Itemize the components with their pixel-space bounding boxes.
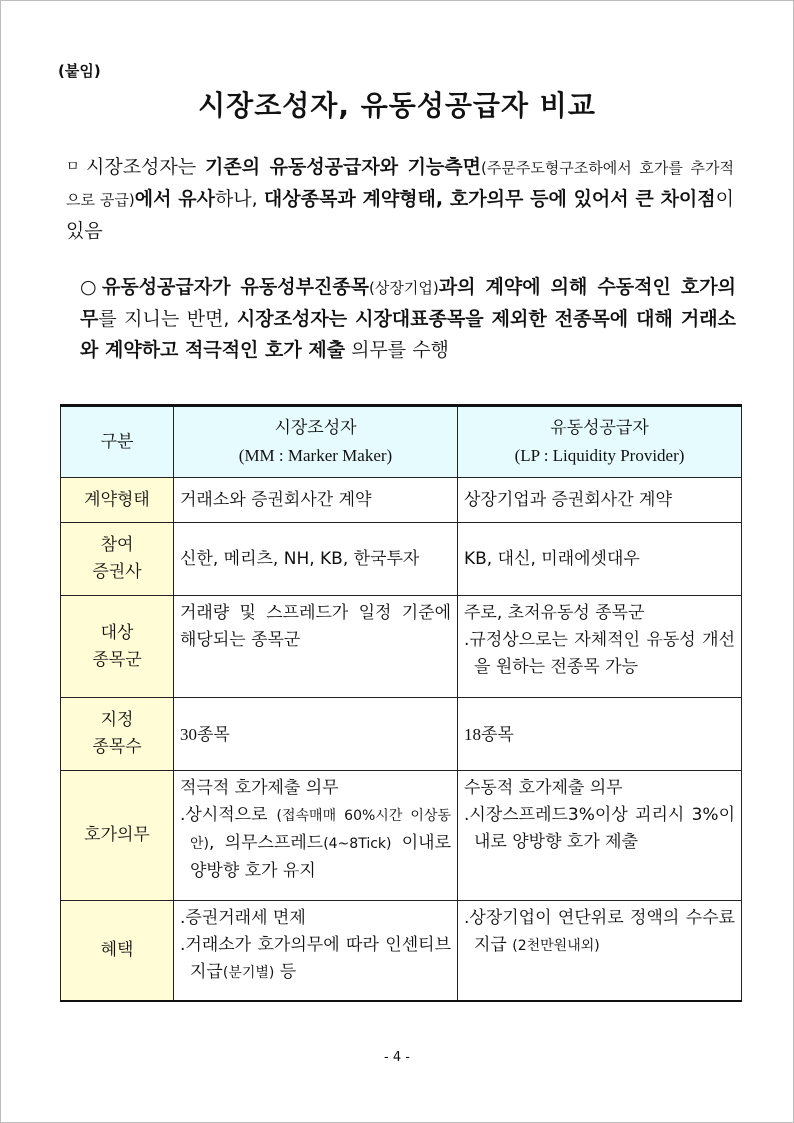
- lp-line-1: [464, 905, 735, 960]
- detail-paragraph: [80, 272, 736, 366]
- row-label: [61, 698, 174, 771]
- row-label: [61, 596, 174, 698]
- row-label-line1: 지정: [100, 710, 134, 730]
- row-label-line2: 종목수: [92, 737, 142, 757]
- lp-line-2: .시장스프레드3%이상 괴리시 3%이내로 양방향 호가 제출: [464, 805, 735, 852]
- lp-text-a: .상장기업이 연단위로 정액의 수수료 지급: [464, 908, 735, 955]
- p2-text-4: 를 지니는 반면,: [98, 308, 237, 330]
- lp-line-2: .규정상으로는 자체적인 유동성 개선을 원하는 전종목 가능: [464, 630, 735, 677]
- header-mm-title: 시장조성자: [274, 418, 357, 438]
- row-label: 혜택: [61, 901, 174, 1001]
- header-liquidity-provider: [458, 406, 742, 478]
- mm-text-b: (접속매매 60%시간 이상동안): [190, 808, 451, 852]
- p2-text-1: 유동성공급자가 유동성부진종목: [102, 276, 370, 298]
- mm-text-c: 등: [274, 962, 297, 982]
- p1-text-4: 에서 유사: [134, 188, 215, 210]
- lp-cell: [458, 771, 742, 901]
- mm-line-2: [180, 932, 451, 987]
- square-bullet-icon: ㅁ: [66, 159, 80, 175]
- row-label-line2: 증권사: [92, 562, 142, 582]
- lp-cell: 상장기업과 증권회사간 계약: [458, 478, 742, 523]
- table-row: [61, 478, 742, 523]
- table-row: [61, 523, 742, 596]
- table-row: [61, 901, 742, 1001]
- row-label-line2: 종목군: [92, 649, 142, 670]
- summary-paragraph: [66, 152, 734, 247]
- p2-text-6: 의무를 수행: [345, 339, 449, 361]
- p1-text-2: 기존의 유동성공급자와 기능측면: [205, 156, 481, 178]
- header-lp-title: 유동성공급자: [550, 418, 649, 438]
- lp-line-1: 주로, 초저유동성 종목군: [464, 603, 645, 623]
- p1-text-7: 이 있음: [66, 188, 734, 242]
- row-label: 호가의무: [61, 771, 174, 901]
- mm-cell: 거래량 및 스프레드가 일정 기준에 해당되는 종목군: [174, 596, 458, 698]
- mm-text-e: 이내로 양방향 호가 유지: [190, 833, 451, 881]
- table-header-row: [61, 406, 742, 478]
- header-category: 구분: [61, 406, 174, 478]
- p1-text-5: 하나,: [214, 188, 264, 210]
- table-row: [61, 698, 742, 771]
- lp-line-1: 수동적 호가제출 의무: [464, 778, 623, 798]
- mm-text-a: .거래소가 호가의무에 따라 인센티브 지급: [180, 935, 451, 982]
- page-title: 시장조성자, 유동성공급자 비교: [198, 89, 596, 122]
- mm-cell: [174, 901, 458, 1001]
- mm-cell: 30종목: [174, 698, 458, 771]
- lp-cell: [458, 901, 742, 1001]
- mm-cell: 신한, 메리츠, NH, KB, 한국투자: [174, 523, 458, 596]
- mm-line-2: [180, 802, 451, 885]
- mm-text-b: (분기별): [222, 965, 275, 981]
- mm-line-1: 적극적 호가제출 의무: [180, 778, 339, 798]
- mm-text-d: (4~8Tick): [323, 836, 392, 852]
- lp-cell: KB, 대신, 미래에셋대우: [458, 523, 742, 596]
- page-number: - 4 -: [384, 1050, 410, 1065]
- mm-line-1: .증권거래세 면제: [180, 908, 306, 928]
- header-mm-subtitle: (MM : Marker Maker): [238, 446, 393, 465]
- lp-cell: [458, 596, 742, 698]
- row-label: 계약형태: [61, 478, 174, 523]
- circle-bullet-icon: ○: [80, 276, 97, 298]
- row-label-line1: 참여: [100, 535, 134, 555]
- p1-text-3: (주문주도형구조하에서 호가를 추가적으로 공급): [66, 159, 734, 209]
- lp-cell: 18종목: [458, 698, 742, 771]
- table-row: [61, 596, 742, 698]
- row-label-line1: 대상: [100, 622, 134, 643]
- mm-text-a: .상시적으로: [180, 805, 277, 825]
- header-market-maker: [174, 406, 458, 478]
- p2-text-5: 시장조성자는 시장대표종목을 제외한 전종목에 대해 거래소와 계약하고 적극적인 호가 제출: [80, 308, 736, 361]
- mm-text-c: , 의무스프레드: [209, 833, 324, 853]
- mm-cell: 거래소와 증권회사간 계약: [174, 478, 458, 523]
- comparison-table: [60, 404, 742, 1002]
- row-label: [61, 523, 174, 596]
- p2-text-3: 과의 계약에 의해 수동적인 호가의무: [80, 276, 736, 330]
- p1-text-1: 시장조성자는: [86, 156, 206, 178]
- header-lp-subtitle: (LP : Liquidity Provider): [514, 446, 685, 465]
- table-row: [61, 771, 742, 901]
- lp-text-b: (2천만원내외): [512, 938, 600, 954]
- p2-text-2: (상장기업): [369, 279, 439, 297]
- attachment-label: (붙임): [58, 62, 101, 80]
- mm-cell: [174, 771, 458, 901]
- p1-text-6: 대상종목과 계약형태, 호가의무 등에 있어서 큰 차이점: [263, 188, 716, 210]
